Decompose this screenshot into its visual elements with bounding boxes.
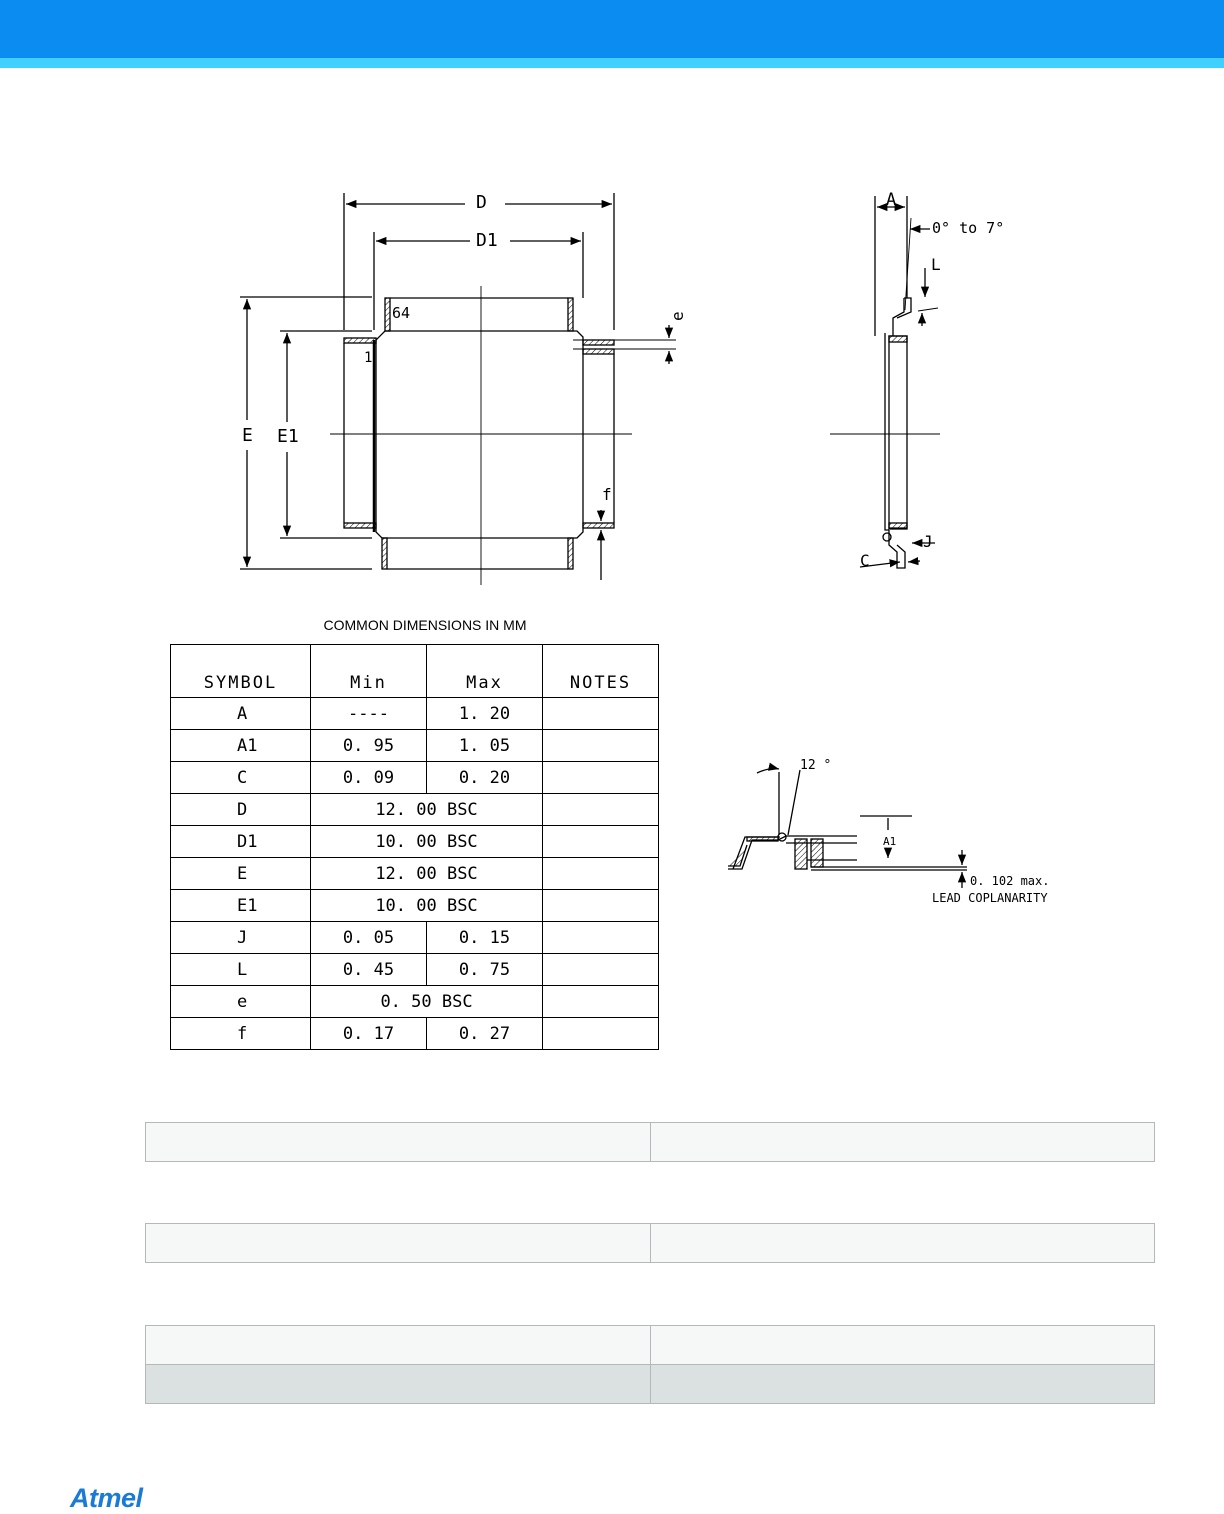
notes-cell — [543, 986, 659, 1018]
notes-cell — [543, 954, 659, 986]
info-table-1 — [145, 1122, 1155, 1162]
header-notes: NOTES — [543, 645, 659, 698]
span-cell: 10. 00 BSC — [311, 826, 543, 858]
table-row — [171, 986, 659, 1018]
symbol-cell: D1 — [171, 826, 311, 858]
max-cell: 0. 27 — [427, 1018, 543, 1050]
label-angle: 0° to 7° — [932, 219, 1005, 237]
label-C: C — [860, 551, 870, 570]
symbol-cell: A1 — [171, 730, 311, 762]
symbol-cell: E — [171, 858, 311, 890]
max-cell: 0. 15 — [427, 922, 543, 954]
symbol-cell: E1 — [171, 890, 311, 922]
label-pin1: 1 — [364, 350, 373, 366]
max-cell: 1. 20 — [427, 698, 543, 730]
label-pin64: 64 — [392, 304, 411, 322]
span-cell: 12. 00 BSC — [311, 794, 543, 826]
info-cell — [146, 1365, 651, 1404]
label-A: A — [886, 190, 897, 210]
label-coplanarity-value: 0. 102 max. — [970, 874, 1050, 888]
label-f: f — [602, 485, 612, 504]
table-header-row — [171, 645, 659, 698]
symbol-cell: f — [171, 1018, 311, 1050]
notes-cell — [543, 922, 659, 954]
symbol-cell: L — [171, 954, 311, 986]
notes-cell — [543, 730, 659, 762]
label-D1: D1 — [476, 230, 498, 251]
table-row — [171, 698, 659, 730]
symbol-cell: J — [171, 922, 311, 954]
info-cell — [651, 1123, 1155, 1162]
max-cell: 0. 20 — [427, 762, 543, 794]
table-row — [146, 1365, 1155, 1404]
table-row — [171, 762, 659, 794]
label-A1: A1 — [883, 835, 897, 848]
label-E: E — [242, 425, 253, 446]
header-min: Min — [311, 645, 427, 698]
table-row — [171, 1018, 659, 1050]
info-cell — [146, 1123, 651, 1162]
table-row — [171, 954, 659, 986]
label-J: J — [923, 532, 933, 551]
info-cell — [146, 1224, 651, 1263]
notes-cell — [543, 858, 659, 890]
min-cell: 0. 09 — [311, 762, 427, 794]
symbol-cell: D — [171, 794, 311, 826]
notes-cell — [543, 890, 659, 922]
label-angle12: 12 ° — [800, 758, 832, 773]
table-row — [171, 794, 659, 826]
span-cell: 0. 50 BSC — [311, 986, 543, 1018]
info-cell — [651, 1224, 1155, 1263]
table-row — [146, 1326, 1155, 1365]
span-cell: 10. 00 BSC — [311, 890, 543, 922]
min-cell: 0. 05 — [311, 922, 427, 954]
symbol-cell: e — [171, 986, 311, 1018]
atmel-logo: Atmel — [70, 1483, 143, 1513]
span-cell: 12. 00 BSC — [311, 858, 543, 890]
symbol-cell: A — [171, 698, 311, 730]
notes-cell — [543, 698, 659, 730]
label-D: D — [476, 192, 487, 213]
info-cell — [651, 1326, 1155, 1365]
min-cell: ---- — [311, 698, 427, 730]
header-max: Max — [427, 645, 543, 698]
max-cell: 0. 75 — [427, 954, 543, 986]
max-cell: 1. 05 — [427, 730, 543, 762]
notes-cell — [543, 794, 659, 826]
table-row — [146, 1123, 1155, 1162]
table-row — [171, 730, 659, 762]
table-row — [171, 858, 659, 890]
min-cell: 0. 95 — [311, 730, 427, 762]
label-coplanarity: LEAD COPLANARITY — [932, 891, 1048, 905]
info-cell — [651, 1365, 1155, 1404]
notes-cell — [543, 1018, 659, 1050]
info-table-2 — [145, 1223, 1155, 1263]
notes-cell — [543, 826, 659, 858]
label-L: L — [931, 255, 941, 274]
min-cell: 0. 45 — [311, 954, 427, 986]
dimensions-table — [170, 644, 659, 1050]
header-symbol: SYMBOL — [171, 645, 311, 698]
min-cell: 0. 17 — [311, 1018, 427, 1050]
table-caption: COMMON DIMENSIONS IN MM — [323, 617, 527, 633]
label-e: e — [668, 311, 687, 321]
info-cell — [146, 1326, 651, 1365]
table-row — [171, 826, 659, 858]
table-row — [171, 922, 659, 954]
notes-cell — [543, 762, 659, 794]
table-row — [171, 890, 659, 922]
symbol-cell: C — [171, 762, 311, 794]
info-table-3 — [145, 1325, 1155, 1404]
table-row — [146, 1224, 1155, 1263]
label-E1: E1 — [277, 426, 299, 447]
